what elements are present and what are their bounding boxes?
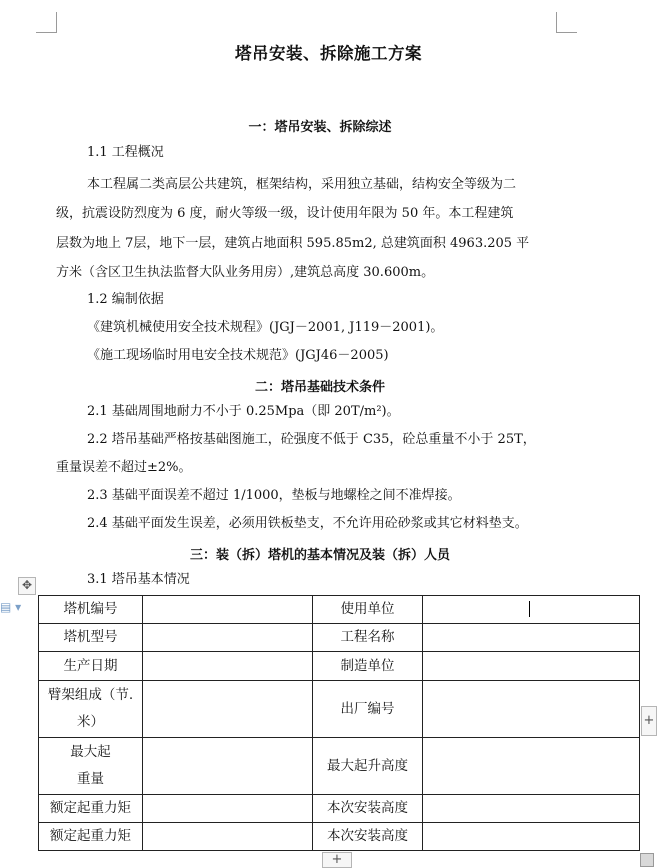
table-row — [39, 681, 640, 738]
paragraph-menu-icon[interactable]: ▤ ▾ — [0, 600, 22, 614]
section2-item-1: 2.1 基础周围地耐力不小于 0.25Mpa（即 20T/m²)。 — [87, 404, 400, 419]
section3-heading: 三：装（拆）塔机的基本情况及装（拆）人员 — [189, 548, 450, 563]
document-title: 塔吊安装、拆除施工方案 — [235, 44, 422, 63]
label-crane-model: 塔机型号 — [39, 624, 143, 652]
value-crane-model[interactable] — [143, 624, 313, 652]
value-production-date[interactable] — [143, 652, 313, 681]
label-serial-number: 出厂编号 — [313, 681, 423, 738]
section2-item-2-cont: 重量误差不超过±2%。 — [56, 460, 192, 475]
value-rated-moment[interactable] — [143, 795, 313, 823]
label-boom-composition-line1: 臂架组成（节. — [47, 687, 134, 703]
section2-item-4: 2.4 基础平面发生误差，必须用铁板垫支，不允许用砼砂浆或其它材料垫支。 — [87, 516, 528, 531]
section2-item-3: 2.3 基础平面误差不超过 1/1000，垫板与地螺栓之间不准焊接。 — [87, 488, 461, 503]
table-row — [39, 738, 640, 795]
table-resize-handle[interactable] — [640, 853, 654, 867]
para-line-4: 方米（含区卫生执法监督大队业务用房）,建筑总高度 30.600m。 — [56, 265, 435, 280]
label-install-height: 本次安装高度 — [313, 795, 423, 823]
section1-sub1: 1.1 工程概况 — [87, 145, 164, 160]
label-boom-composition-line2: 米） — [77, 714, 104, 730]
label-rated-moment: 额定起重力矩 — [39, 795, 143, 823]
reference-1: 《建筑机械使用安全技术规程》(JGJ－2001, J119－2001)。 — [87, 320, 444, 335]
table-row — [39, 624, 640, 652]
crop-mark-top-right — [556, 12, 577, 33]
label-boom-composition — [39, 681, 143, 738]
label-install-height-2: 本次安装高度 — [313, 823, 423, 851]
value-boom-composition[interactable] — [143, 681, 313, 738]
value-user-unit[interactable] — [423, 596, 640, 624]
label-max-load — [39, 738, 143, 795]
tower-crane-info-table — [38, 595, 640, 851]
text-cursor — [529, 601, 530, 617]
para-line-1: 本工程属二类高层公共建筑，框架结构，采用独立基础，结构安全等级为二 — [87, 177, 517, 192]
add-column-plus-icon[interactable]: + — [641, 706, 657, 736]
label-rated-moment-2: 额定起重力矩 — [39, 823, 143, 851]
para-line-3: 层数为地上 7层，地下一层，建筑占地面积 595.85m2, 总建筑面积 4963.205 平 — [56, 236, 530, 251]
value-install-height-2[interactable] — [423, 823, 640, 851]
crop-mark-top-left — [36, 12, 57, 33]
value-max-lift-height[interactable] — [423, 738, 640, 795]
label-production-date: 生产日期 — [39, 652, 143, 681]
label-crane-number: 塔机编号 — [39, 596, 143, 624]
table-row — [39, 795, 640, 823]
label-max-load-line1: 最大起 — [70, 744, 111, 760]
reference-2: 《施工现场临时用电安全技术规范》(JGJ46－2005) — [87, 348, 389, 363]
label-manufacturer: 制造单位 — [313, 652, 423, 681]
section3-sub1: 3.1 塔吊基本情况 — [87, 572, 190, 587]
table-row — [39, 596, 640, 624]
label-max-load-line2: 重量 — [77, 771, 104, 787]
section2-heading: 二：塔吊基础技术条件 — [254, 380, 385, 395]
value-rated-moment-2[interactable] — [143, 823, 313, 851]
value-max-load[interactable] — [143, 738, 313, 795]
section1-sub2: 1.2 编制依据 — [87, 292, 164, 307]
label-max-lift-height: 最大起升高度 — [313, 738, 423, 795]
value-install-height[interactable] — [423, 795, 640, 823]
label-project-name: 工程名称 — [313, 624, 423, 652]
table-move-icon[interactable]: ✥ — [18, 577, 36, 595]
para-line-2: 级，抗震设防烈度为 6 度，耐火等级一级，设计使用年限为 50 年。本工程建筑 — [56, 206, 514, 221]
section2-item-2: 2.2 塔吊基础严格按基础图施工，砼强度不低于 C35，砼总重量不小于 25T， — [87, 432, 536, 447]
value-serial-number[interactable] — [423, 681, 640, 738]
value-project-name[interactable] — [423, 624, 640, 652]
table-row — [39, 823, 640, 851]
table-row — [39, 652, 640, 681]
label-user-unit: 使用单位 — [313, 596, 423, 624]
add-row-plus-icon[interactable]: + — [322, 852, 352, 868]
value-crane-number[interactable] — [143, 596, 313, 624]
value-manufacturer[interactable] — [423, 652, 640, 681]
section1-heading: 一：塔吊安装、拆除综述 — [248, 120, 392, 135]
